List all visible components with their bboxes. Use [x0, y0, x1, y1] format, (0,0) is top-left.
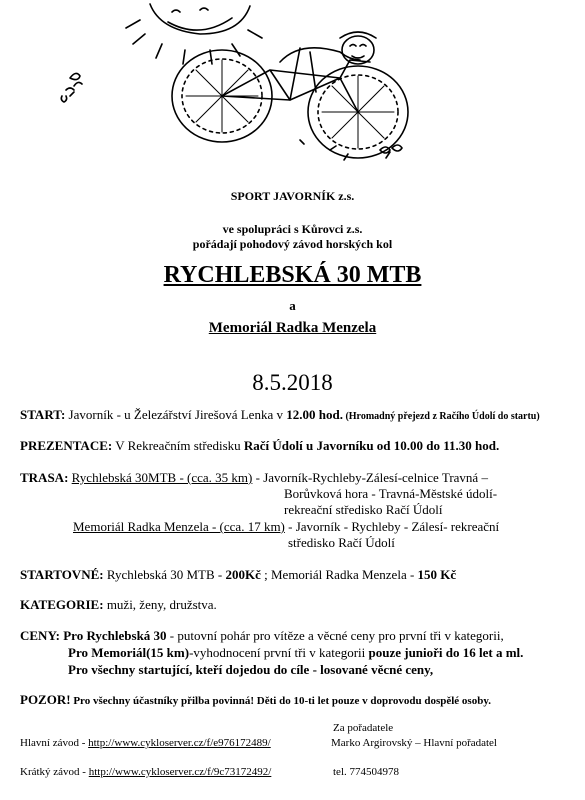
- cyclist-drawing: [0, 0, 585, 200]
- phone-number: tel. 774504978: [333, 766, 399, 778]
- start-label: START:: [20, 407, 66, 422]
- prizes-line-3: Pro všechny startující, kteří dojedou do cíle - losované věcné ceny,: [68, 662, 434, 677]
- event-date: 8.5.2018: [252, 370, 333, 395]
- prizes-line-1: CENY: Pro Rychlebská 30 - putovní pohár pro vítěze a věcné ceny pro první tři v kategorii,: [20, 628, 504, 643]
- route-line-5: středisko Račí Údolí: [288, 535, 395, 550]
- organizer-name: SPORT JAVORNÍK z.s.: [230, 189, 355, 203]
- and-word: a: [289, 298, 296, 313]
- warning-line: POZOR! Pro všechny účastníky přilba povinná! Děti do 10-ti let pouze v doprovodu dospělé osoby.: [20, 692, 491, 707]
- route-long-name: Rychlebská 30MTB - (cca. 35 km): [71, 470, 253, 485]
- fee-line: STARTOVNÉ: Rychlebská 30 MTB - 200Kč ; Memoriál Radka Menzela - 150 Kč: [20, 567, 457, 582]
- route-line-1: TRASA: Rychlebská 30MTB - (cca. 35 km) - Javorník-Rychleby-Zálesí-celnice Travná –: [20, 470, 488, 485]
- route-short-name: Memoriál Radka Menzela - (cca. 17 km): [73, 519, 285, 534]
- main-race-line: Hlavní závod - http://www.cykloserver.cz/f/e976172489/: [20, 737, 271, 749]
- prizes-line-2: Pro Memoriál(15 km)-vyhodnocení první tři v kategorii pouze junioři do 16 let a ml.: [68, 645, 524, 660]
- page-title: RYCHLEBSKÁ 30 MTB: [163, 262, 422, 288]
- fee-label: STARTOVNÉ:: [20, 567, 104, 582]
- short-race-link[interactable]: http://www.cykloserver.cz/f/9c73172492/: [88, 766, 272, 778]
- start-note: (Hromadný přejezd z Račího Údolí do startu): [342, 411, 540, 422]
- start-line: START: Javorník - u Železářství Jirešová Lenka v 12.00 hod. (Hromadný přejezd z Račího Údolí do startu): [20, 407, 540, 422]
- main-organizer-name: Marko Argirovský – Hlavní pořadatel: [331, 737, 497, 749]
- route-label: TRASA:: [20, 470, 69, 485]
- category-label: KATEGORIE:: [20, 597, 104, 612]
- prizes-label: CENY:: [20, 628, 60, 643]
- memorial-title: Memoriál Radka Menzela: [208, 320, 377, 336]
- category-line: KATEGORIE: muži, ženy, družstva.: [20, 597, 217, 612]
- organizes-line: pořádají pohodový závod horských kol: [192, 237, 393, 251]
- route-line-3: rekreační středisko Račí Údolí: [284, 502, 443, 517]
- for-organizer-label: Za pořadatele: [333, 722, 394, 734]
- registration-label: PREZENTACE:: [20, 438, 113, 453]
- registration-line: PREZENTACE: V Rekreačním středisku Račí Údolí u Javorníku od 10.00 do 11.30 hod.: [20, 438, 500, 453]
- short-race-line: Krátký závod - http://www.cykloserver.cz/f/9c73172492/: [20, 766, 272, 778]
- warning-label: POZOR!: [20, 692, 71, 707]
- route-line-4: Memoriál Radka Menzela - (cca. 17 km) - Javorník - Rychleby - Zálesí- rekreační: [73, 519, 500, 534]
- main-race-link[interactable]: http://www.cykloserver.cz/f/e976172489/: [88, 737, 271, 749]
- flower-icon: [61, 73, 82, 102]
- cooperation-line: ve spolupráci s Kůrovci z.s.: [222, 222, 363, 236]
- route-line-2: Borůvková hora - Travná-Městské údolí-: [284, 486, 498, 501]
